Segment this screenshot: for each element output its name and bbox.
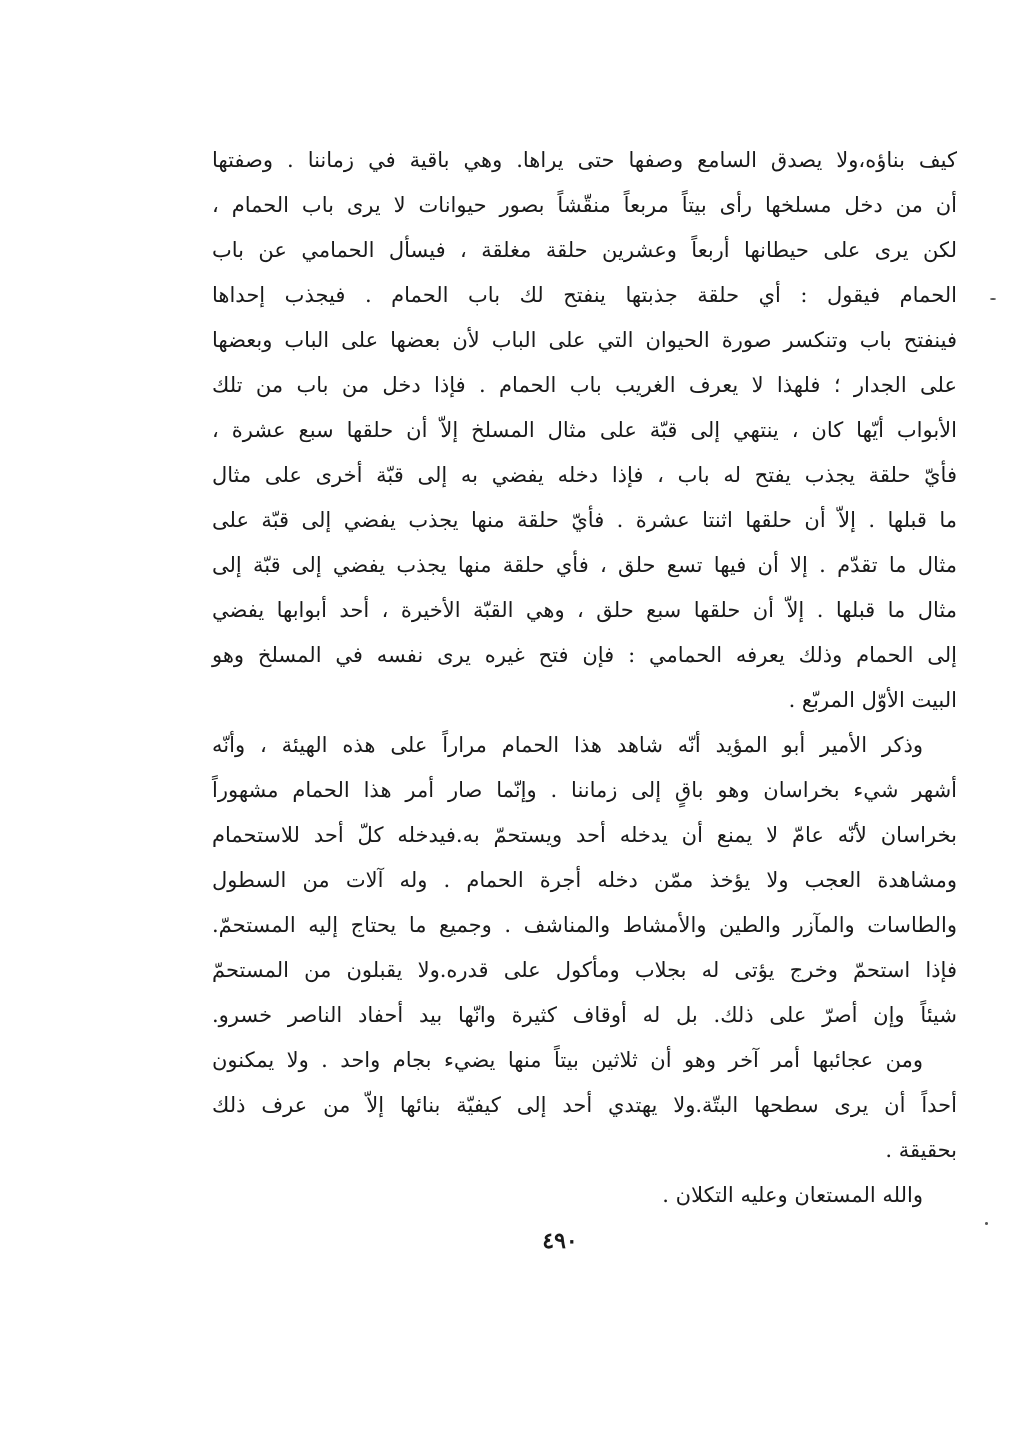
text-line: فأيّ حلقة يجذب يفتح له باب ، فإذا دخله يفضي به إلى قبّة أخرى على مثال	[212, 463, 957, 487]
text-line: أحداً أن يرى سطحها البتّة.ولا يهتدي أحد إلى كيفيّة بنائها إلاّ من عرف ذلك	[212, 1093, 957, 1117]
text-line: البيت الأوّل المربّع .	[788, 688, 957, 712]
text-line: بحقيقة .	[885, 1138, 957, 1162]
text-line: كيف بناؤه،ولا يصدق السامع وصفها حتى يراها. وهي باقية في زماننا . وصفتها	[212, 148, 957, 172]
text-line: ما قبلها . إلاّ أن حلقها اثنتا عشرة . فأيّ حلقة منها يجذب يفضي إلى قبّة على	[212, 508, 957, 532]
text-line: أن من دخل مسلخها رأى بيتاً مربعاً منقّشاً بصور حيوانات لا يرى باب الحمام ،	[212, 193, 957, 217]
text-line: مثال ما تقدّم . إلا أن فيها تسع حلق ، فأي حلقة منها يجذب يفضي إلى قبّة إلى	[212, 553, 957, 577]
text-line: مثال ما قبلها . إلاّ أن حلقها سبع حلق ، وهي القبّة الأخيرة ، أحد أبوابها يفضي	[212, 598, 957, 622]
text-line: إلى الحمام وذلك يعرفه الحمامي : فإن فتح غيره يرى نفسه في المسلخ وهو	[212, 643, 957, 667]
text-line: شيئاً وإن أصرّ على ذلك. بل له أوقاف كثيرة وانّها بيد أحفاد الناصر خسرو.	[212, 1003, 957, 1027]
text-line: والطاسات والمآزر والطين والأمشاط والمناشف . وجميع ما يحتاج إليه المستحمّ.	[212, 913, 957, 937]
page-number: ٤٩٠	[542, 1228, 578, 1254]
text-line: فينفتح باب وتنكسر صورة الحيوان التي على الباب لأن بعضها على الباب وبعضها	[212, 328, 957, 352]
text-line: أشهر شيء بخراسان وهو باقٍ إلى زماننا . وإنّما صار أمر هذا الحمام مشهوراً	[212, 778, 957, 802]
text-line: على الجدار ؛ فلهذا لا يعرف الغريب باب الحمام . فإذا دخل من باب من تلك	[212, 373, 957, 397]
scan-speck	[985, 1222, 988, 1225]
paragraph-3	[212, 1038, 957, 1173]
text-line: بخراسان لأنّه عامّ لا يمنع أن يدخله أحد ويستحمّ به.فيدخله كلّ أحد للاستحمام	[212, 823, 957, 847]
text-line: ومن عجائبها أمر آخر وهو أن ثلاثين بيتاً منها يضيء بجام واحد . ولا يمكنون	[212, 1048, 923, 1072]
text-line: لكن يرى على حيطانها أربعاً وعشرين حلقة مغلقة ، فيسأل الحمامي عن باب	[212, 238, 957, 262]
text-body	[212, 138, 957, 1218]
text-line: ومشاهدة العجب ولا يؤخذ ممّن دخله أجرة الحمام . وله آلات من السطول	[212, 868, 957, 892]
text-line: الحمام فيقول : أي حلقة جذبتها ينفتح لك باب الحمام . فيجذب إحداها	[212, 283, 957, 307]
text-line: فإذا استحمّ وخرج يؤتى له بجلاب ومأكول على قدره.ولا يقبلون من المستحمّ	[212, 958, 957, 982]
paragraph-1	[212, 138, 957, 723]
paragraph-4	[212, 1173, 957, 1218]
text-line: وذكر الأمير أبو المؤيد أنّه شاهد هذا الحمام مراراً على هذه الهيئة ، وأنّه	[212, 733, 923, 757]
text-line: الأبواب أيّها كان ، ينتهي إلى قبّة على مثال المسلخ إلاّ أن حلقها سبع عشرة ،	[212, 418, 957, 442]
paragraph-2	[212, 723, 957, 1038]
text-line: والله المستعان وعليه التكلان .	[662, 1183, 923, 1207]
scan-speck	[990, 298, 996, 300]
